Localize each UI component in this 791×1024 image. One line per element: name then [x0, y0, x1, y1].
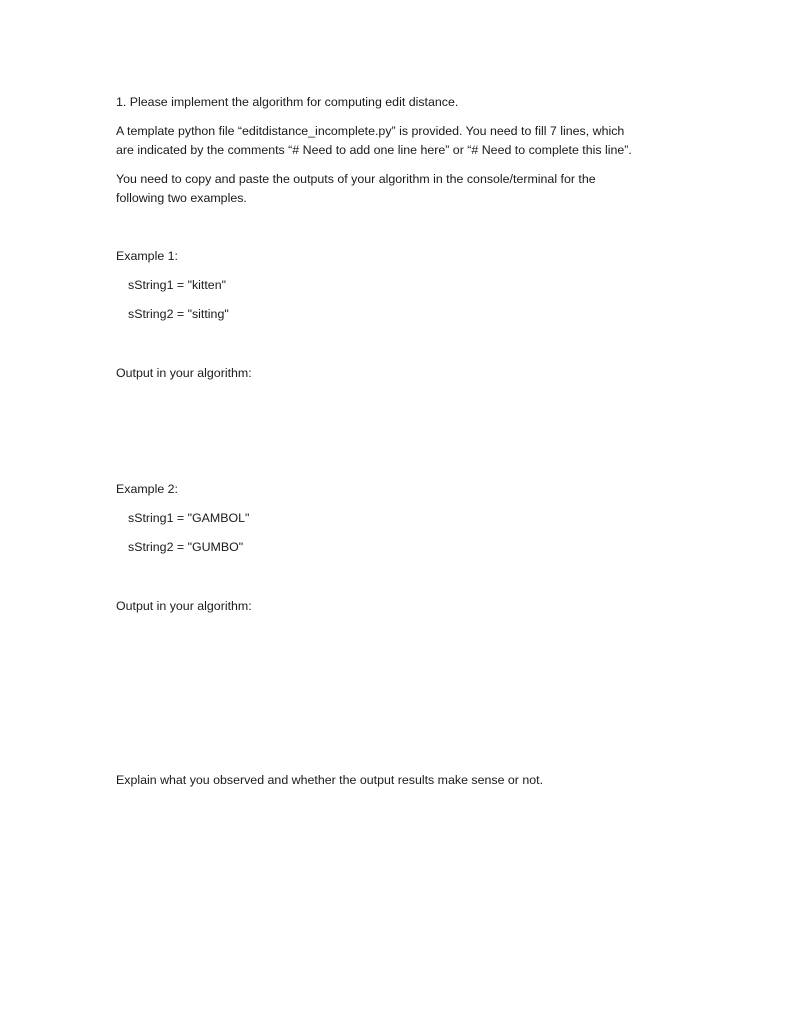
example-heading: Example 2:	[116, 482, 178, 496]
explain-prompt: Explain what you observed and whether the output results make sense or not.	[116, 773, 544, 787]
paragraph-text: You need to copy and paste the outputs of your algorithm in the console/terminal for the	[116, 172, 596, 186]
example-string: sString1 = "GAMBOL"	[128, 511, 250, 525]
paragraph-text: are indicated by the comments “# Need to add one line here” or “# Need to complete this line”.	[116, 143, 632, 157]
example-heading: Example 1:	[116, 249, 178, 263]
paragraph-text: following two examples.	[116, 191, 247, 205]
example-string: sString2 = "sitting"	[128, 307, 229, 321]
paragraph-text: A template python file “editdistance_incomplete.py” is provided. You need to fill 7 lines, which	[116, 124, 625, 138]
example-string: sString1 = "kitten"	[128, 278, 226, 292]
example-string: sString2 = "GUMBO"	[128, 540, 244, 554]
output-label: Output in your algorithm:	[116, 599, 252, 613]
question-title: 1. Please implement the algorithm for computing edit distance.	[116, 95, 459, 109]
output-label: Output in your algorithm:	[116, 366, 252, 380]
